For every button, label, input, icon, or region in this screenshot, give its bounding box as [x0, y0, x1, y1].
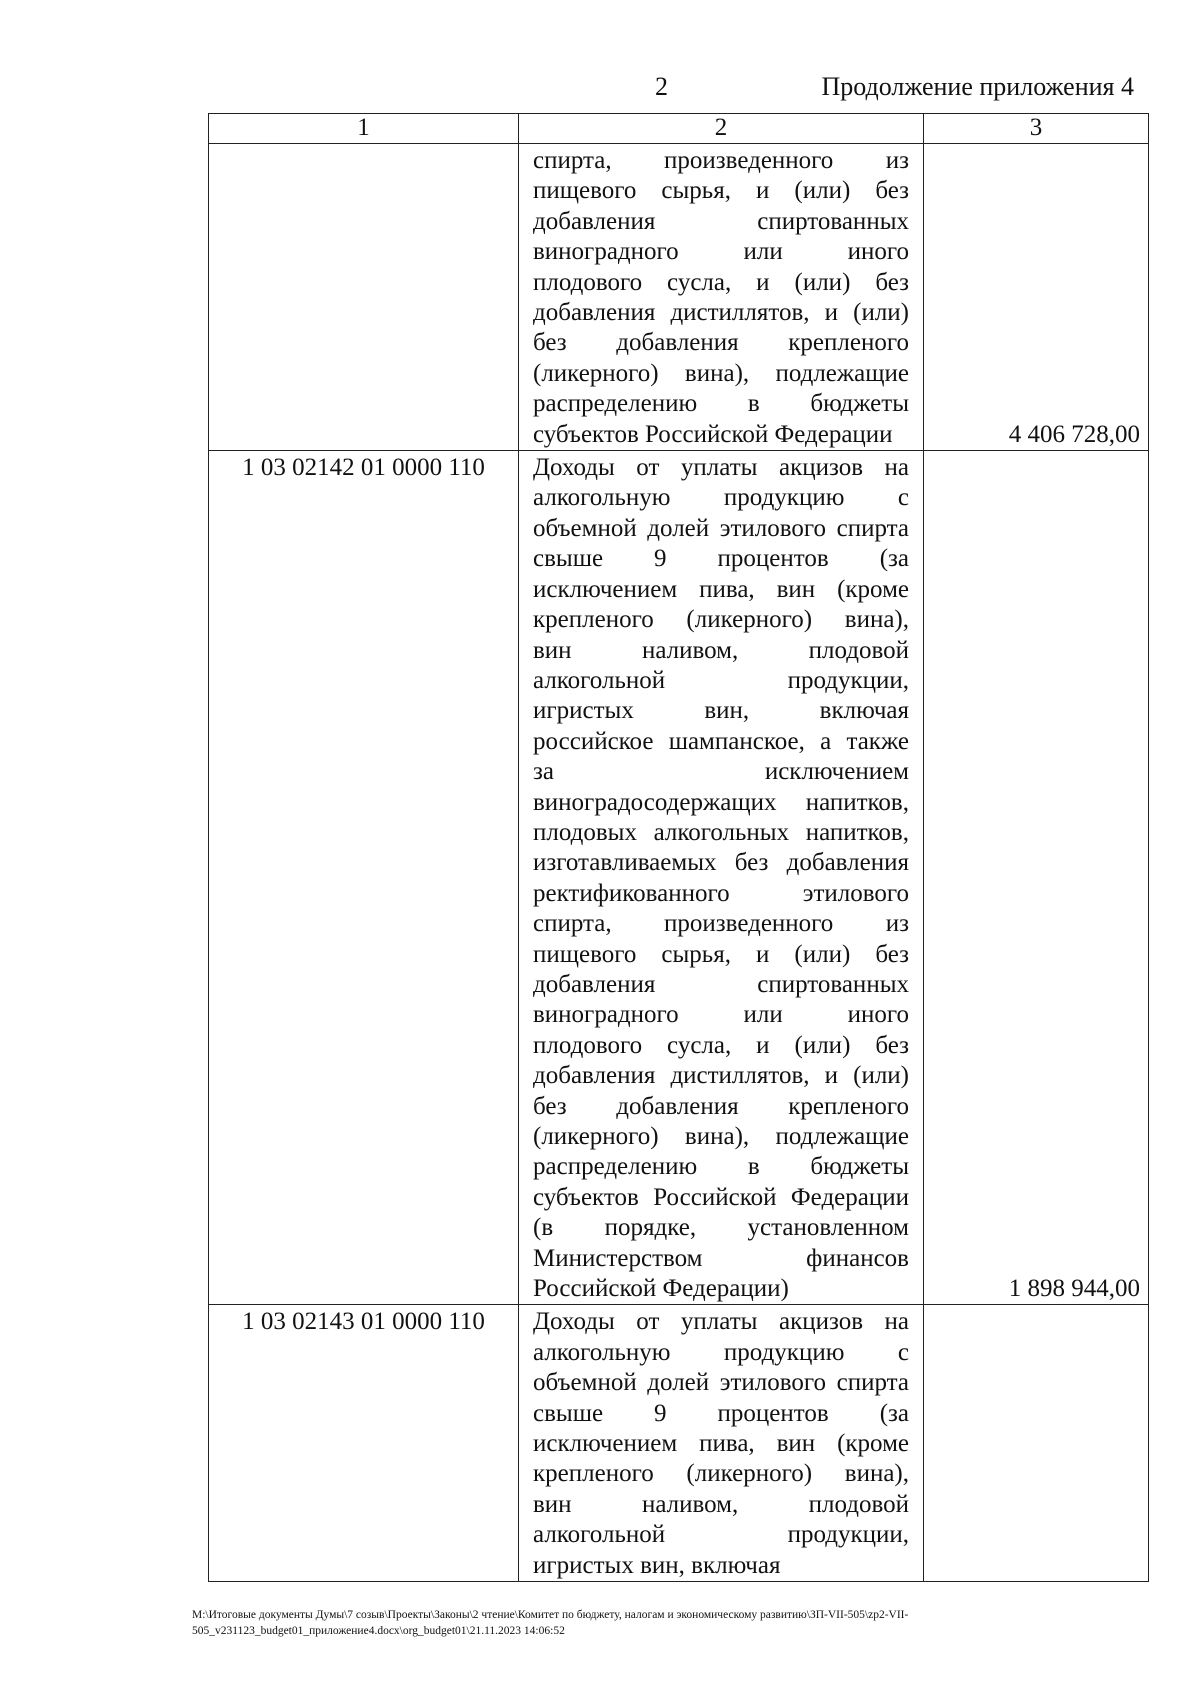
description-line: игристых вин, включая: [533, 697, 909, 725]
description-line: (в порядке, установленном: [533, 1214, 909, 1242]
description-line: без добавления крепленого: [533, 329, 909, 357]
description-line: добавления дистиллятов, и (или): [533, 299, 909, 327]
description-cell: [519, 451, 924, 1305]
column-header-3: 3: [924, 114, 1149, 144]
description-cell: [519, 144, 924, 451]
description-line: алкогольную продукцию с: [533, 1338, 909, 1366]
description-line: исключением пива, вин (кроме: [533, 575, 909, 603]
description-line: вин наливом, плодовой: [533, 1490, 909, 1518]
description-line: виноградного или иного: [533, 1001, 909, 1029]
description-line: добавления спиртованных: [533, 207, 909, 235]
description-line: крепленого (ликерного) вина),: [533, 1460, 909, 1488]
description-line: без добавления крепленого: [533, 1092, 909, 1120]
description-line: алкогольной продукции,: [533, 1521, 909, 1549]
table-row: [209, 1305, 1149, 1582]
description-line: за исключением: [533, 758, 909, 786]
column-header-1: 1: [209, 114, 519, 144]
description-line: крепленого (ликерного) вина),: [533, 606, 909, 634]
description-line: пищевого сырья, и (или) без: [533, 940, 909, 968]
table-header-row: [209, 114, 1149, 144]
budget-code-cell: [209, 144, 519, 451]
description-line: Министерством финансов: [533, 1244, 909, 1272]
description-line: Доходы от уплаты акцизов на: [533, 1308, 909, 1336]
table-body: [209, 144, 1149, 1582]
description-line: (ликерного) вина), подлежащие: [533, 359, 909, 387]
footer-path-line-2: 505_v231123_budget01_приложение4.docx\org_budget01\21.11.2023 14:06:52: [192, 1625, 565, 1637]
description-line: алкогольную продукцию с: [533, 484, 909, 512]
description-line: Российской Федерации): [533, 1275, 789, 1303]
column-header-2: 2: [519, 114, 924, 144]
amount-cell: 1 898 944,00: [924, 451, 1149, 1305]
description-line: Доходы от уплаты акцизов на: [533, 454, 909, 482]
description-line: свыше 9 процентов (за: [533, 545, 909, 573]
description-line: российское шампанское, а также: [533, 727, 909, 755]
footer-path-line-1: M:\Итоговые документы Думы\7 созыв\Проекты\Законы\2 чтение\Комитет по бюджету, налогам и экономическому развитию\ЗП-VII-505\zp2-VII-: [192, 1609, 909, 1621]
description-line: спирта, произведенного из: [533, 910, 909, 938]
description-line: плодового сусла, и (или) без: [533, 1031, 909, 1059]
budget-code-cell: 1 03 02142 01 0000 110: [209, 451, 519, 1305]
description-line: исключением пива, вин (кроме: [533, 1430, 909, 1458]
amount-cell: [924, 1305, 1149, 1582]
description-line: добавления дистиллятов, и (или): [533, 1062, 909, 1090]
description-line: свыше 9 процентов (за: [533, 1399, 909, 1427]
budget-code-cell: 1 03 02143 01 0000 110: [209, 1305, 519, 1582]
description-line: изготавливаемых без добавления: [533, 849, 909, 877]
description-line: добавления спиртованных: [533, 970, 909, 998]
footer-file-path: [192, 1607, 1152, 1639]
description-line: вин наливом, плодовой: [533, 636, 909, 664]
table-row: [209, 144, 1149, 451]
table-row: [209, 451, 1149, 1305]
revenue-table: [208, 113, 1149, 1582]
description-line: пищевого сырья, и (или) без: [533, 177, 909, 205]
description-line: ректификованного этилового: [533, 879, 909, 907]
description-line: плодового сусла, и (или) без: [533, 268, 909, 296]
description-line: игристых вин, включая: [533, 1551, 781, 1579]
description-cell: [519, 1305, 924, 1582]
description-line: (ликерного) вина), подлежащие: [533, 1123, 909, 1150]
description-line: распределению в бюджеты: [533, 1153, 909, 1181]
description-line: субъектов Российской Федерации: [533, 1183, 909, 1211]
description-line: плодовых алкогольных напитков,: [533, 818, 909, 846]
description-line: виноградного или иного: [533, 238, 909, 266]
description-line: распределению в бюджеты: [533, 390, 909, 418]
amount-cell: 4 406 728,00: [924, 144, 1149, 451]
description-line: объемной долей этилового спирта: [533, 514, 909, 542]
description-line: объемной долей этилового спирта: [533, 1369, 909, 1397]
description-line: спирта, произведенного из: [533, 147, 909, 174]
description-line: алкогольной продукции,: [533, 666, 909, 694]
description-line: субъектов Российской Федерации: [533, 420, 893, 448]
continuation-heading: Продолжение приложения 4: [821, 72, 1134, 101]
description-line: виноградосодержащих напитков,: [533, 788, 909, 816]
page-number: 2: [655, 72, 668, 101]
